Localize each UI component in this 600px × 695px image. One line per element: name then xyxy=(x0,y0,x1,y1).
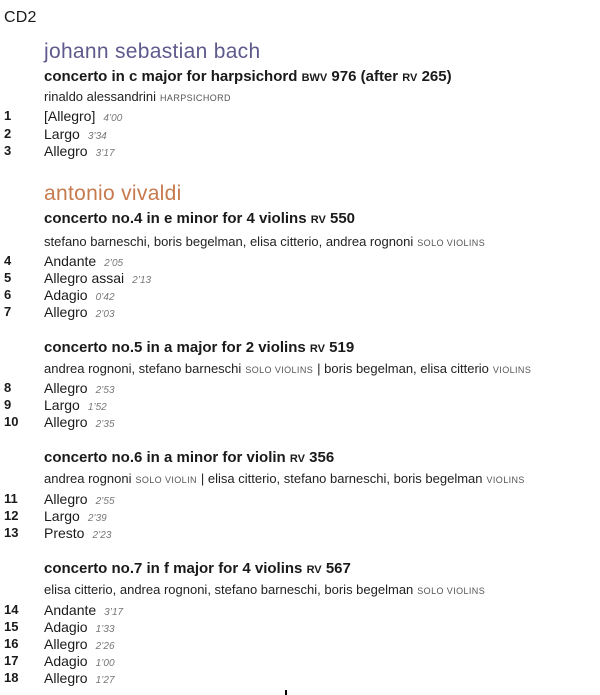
track-number: 15 xyxy=(4,619,19,634)
track-title xyxy=(44,380,115,396)
track-duration: 2’55 xyxy=(95,496,115,507)
catalogue-number: 519 xyxy=(329,339,355,356)
track-duration: 2’26 xyxy=(95,641,115,652)
performer-role: SOLO VIOLIN xyxy=(135,475,197,485)
composer-heading-vivaldi: antonio vivaldi xyxy=(44,182,182,205)
track-duration: 2’35 xyxy=(95,419,115,430)
work-title xyxy=(44,68,452,85)
work-title-text: concerto no.6 in a minor for violin xyxy=(44,449,286,466)
catalogue-prefix: BWV xyxy=(301,72,328,84)
performer-role: HARPSICHORD xyxy=(160,93,231,103)
performers-line xyxy=(44,471,529,486)
performer-names: rinaldo alessandrini xyxy=(44,89,157,104)
track-duration: 2’05 xyxy=(104,258,124,269)
work-title xyxy=(44,210,355,227)
track-duration: 1’52 xyxy=(87,402,107,413)
movement-name: [Allegro] xyxy=(44,108,96,124)
performer-names: andrea rognoni xyxy=(44,471,132,486)
track-number: 13 xyxy=(4,525,19,540)
track-title xyxy=(44,253,123,269)
performer-role: VIOLINS xyxy=(486,475,525,485)
track-number: 17 xyxy=(4,653,19,668)
track-title xyxy=(44,491,115,507)
movement-name: Largo xyxy=(44,126,80,142)
catalogue-prefix: RV xyxy=(309,343,325,355)
separator: | xyxy=(317,361,321,376)
after-catalogue-number: 265) xyxy=(421,68,452,85)
performers-line xyxy=(44,234,489,249)
performer-names: stefano barneschi, boris begelman, elisa citterio, andrea rognoni xyxy=(44,234,414,249)
track-number: 1 xyxy=(4,108,12,123)
track-title xyxy=(44,143,115,159)
track-number: 2 xyxy=(4,126,12,141)
performer-names: boris begelman, elisa citterio xyxy=(324,361,489,376)
track-number: 16 xyxy=(4,636,19,651)
performer-role: SOLO VIOLINS xyxy=(417,238,486,248)
track-title xyxy=(44,525,111,541)
track-duration: 3’34 xyxy=(87,131,107,142)
catalogue-number: 976 xyxy=(331,68,357,85)
track-number: 3 xyxy=(4,143,12,158)
track-duration: 3’17 xyxy=(104,607,124,618)
track-number: 4 xyxy=(4,253,12,268)
track-title xyxy=(44,108,122,124)
performer-role: SOLO VIOLINS xyxy=(417,586,486,596)
performer-role: VIOLINS xyxy=(492,365,532,375)
track-number: 9 xyxy=(4,397,12,412)
performers-line xyxy=(44,361,535,376)
work-title xyxy=(44,449,334,466)
track-title xyxy=(44,670,115,686)
movement-name: Adagio xyxy=(44,287,88,303)
page-edge-mark xyxy=(285,690,287,695)
track-title xyxy=(44,397,107,413)
track-title xyxy=(44,508,107,524)
movement-name: Allegro xyxy=(44,491,88,507)
track-title xyxy=(44,653,115,669)
track-duration: 1’33 xyxy=(95,624,115,635)
track-number: 6 xyxy=(4,287,12,302)
movement-name: Presto xyxy=(44,525,85,541)
work-title-text: concerto no.7 in f major for 4 violins xyxy=(44,560,303,577)
movement-name: Allegro xyxy=(44,670,88,686)
track-duration: 1’27 xyxy=(95,675,115,686)
movement-name: Allegro xyxy=(44,304,88,320)
composer-heading-bach: johann sebastian bach xyxy=(44,40,261,63)
track-title xyxy=(44,619,115,635)
movement-name: Adagio xyxy=(44,653,88,669)
cd-label: CD2 xyxy=(4,9,37,26)
track-number: 11 xyxy=(4,491,18,506)
work-title-text: concerto no.4 in e minor for 4 violins xyxy=(44,210,307,227)
track-duration: 2’03 xyxy=(95,309,115,320)
movement-name: Allegro xyxy=(44,636,88,652)
performer-names: elisa citterio, andrea rognoni, stefano barneschi, boris begelman xyxy=(44,582,414,597)
work-title xyxy=(44,560,351,577)
performers-line xyxy=(44,89,235,104)
track-number: 10 xyxy=(4,414,19,429)
track-number: 18 xyxy=(4,670,19,685)
track-duration: 3’17 xyxy=(95,148,115,159)
performer-names: andrea rognoni, stefano barneschi xyxy=(44,361,242,376)
movement-name: Adagio xyxy=(44,619,88,635)
track-number: 5 xyxy=(4,270,12,285)
track-duration: 0’42 xyxy=(95,292,115,303)
track-duration: 2’39 xyxy=(87,513,107,524)
catalogue-number: 567 xyxy=(325,560,351,577)
performers-line xyxy=(44,582,489,597)
work-title xyxy=(44,339,354,356)
track-title xyxy=(44,304,115,320)
after-text: (after xyxy=(360,68,399,85)
catalogue-prefix: RV xyxy=(289,453,305,465)
work-title-text: concerto in c major for harpsichord xyxy=(44,68,298,85)
performer-role: SOLO VIOLINS xyxy=(245,365,314,375)
track-number: 12 xyxy=(4,508,19,523)
track-title xyxy=(44,126,107,142)
track-title xyxy=(44,287,115,303)
catalogue-number: 550 xyxy=(329,210,356,227)
track-title xyxy=(44,602,123,618)
movement-name: Largo xyxy=(44,397,80,413)
separator: | xyxy=(200,471,205,486)
track-number: 8 xyxy=(4,380,12,395)
track-number: 14 xyxy=(4,602,19,617)
after-catalogue-prefix: RV xyxy=(402,72,418,84)
track-title xyxy=(44,636,115,652)
movement-name: Allegro xyxy=(44,380,88,396)
performer-names: elisa citterio, stefano barneschi, boris begelman xyxy=(207,471,483,486)
movement-name: Allegro assai xyxy=(44,270,125,286)
track-title xyxy=(44,270,151,286)
catalogue-prefix: RV xyxy=(310,214,326,226)
movement-name: Allegro xyxy=(44,143,88,159)
track-number: 7 xyxy=(4,304,12,319)
movement-name: Andante xyxy=(44,602,97,618)
track-duration: 2’53 xyxy=(95,385,115,396)
track-duration: 2’13 xyxy=(132,275,152,286)
track-duration: 4’00 xyxy=(103,113,123,124)
catalogue-number: 356 xyxy=(309,449,335,466)
movement-name: Largo xyxy=(44,508,80,524)
catalogue-prefix: RV xyxy=(306,564,322,576)
movement-name: Allegro xyxy=(44,414,88,430)
movement-name: Andante xyxy=(44,253,97,269)
track-duration: 1’00 xyxy=(95,658,115,669)
track-duration: 2’23 xyxy=(92,530,112,541)
work-title-text: concerto no.5 in a major for 2 violins xyxy=(44,339,306,356)
track-title xyxy=(44,414,115,430)
